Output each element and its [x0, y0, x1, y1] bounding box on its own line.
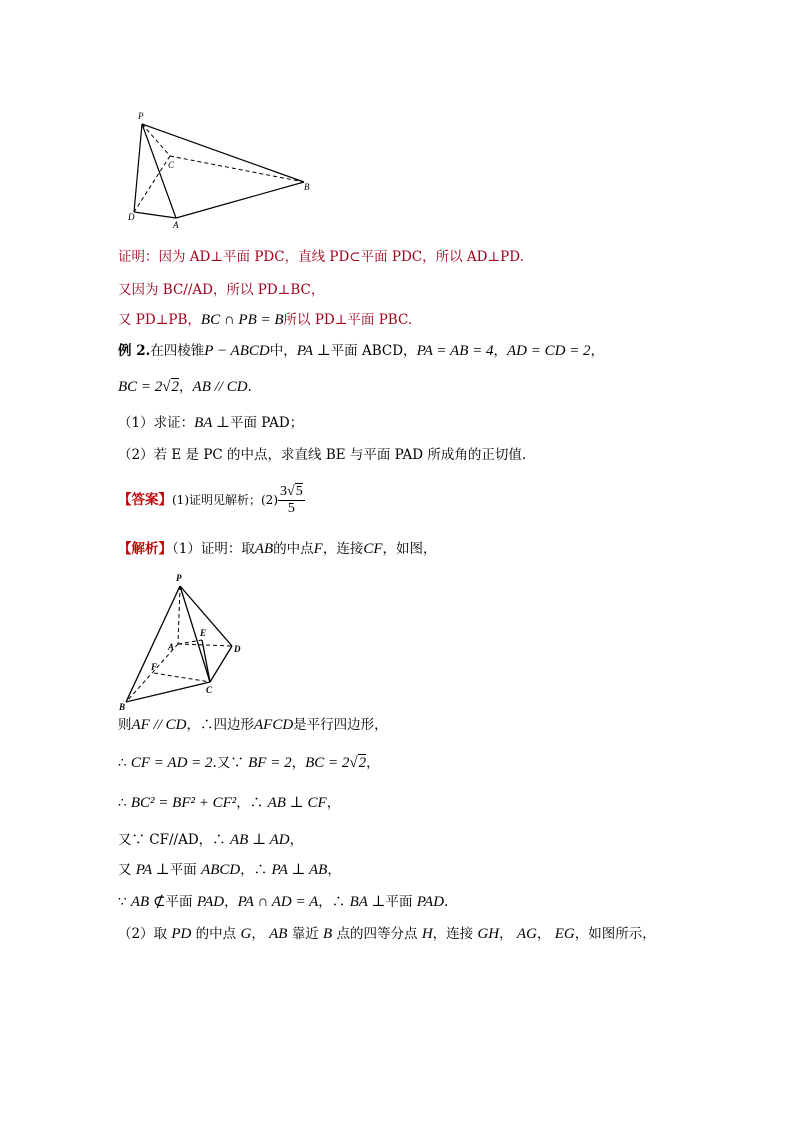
- example2-line-1: [118, 342, 604, 360]
- a2afcd: AFCD: [254, 717, 294, 733]
- example-ad-cd: AD = CD = 2: [506, 343, 591, 359]
- label2-b: B: [119, 702, 126, 712]
- proof-line-2: 又因为 BC//AD，所以 PD⊥BC，: [118, 282, 325, 298]
- a2a: 则: [118, 717, 132, 733]
- label2-e: E: [200, 628, 207, 638]
- a2m: AF // CD: [131, 717, 187, 733]
- example-bc-rad: 2: [171, 379, 180, 395]
- example-mid: 中，: [269, 343, 297, 359]
- a4m: BC² = BF² + CF²: [130, 795, 237, 811]
- a1a: （1）证明：取: [172, 541, 255, 557]
- a7b: 平面: [165, 894, 197, 910]
- a1f: F: [313, 541, 323, 557]
- analysis-line-2: [118, 716, 388, 734]
- a4a: ∴: [118, 795, 131, 811]
- example-intro: 在四棱锥: [150, 343, 205, 359]
- a8eg: EG: [554, 926, 575, 942]
- a3rad: 2: [358, 755, 367, 771]
- a6d: ，: [327, 862, 341, 878]
- a8pd: PD: [171, 926, 192, 942]
- a3c: ，: [291, 755, 306, 771]
- label2-f: F: [151, 662, 158, 672]
- answer-text: (1)证明见解析；(2): [172, 493, 278, 507]
- example-bc: BC = 2: [118, 379, 163, 395]
- frac-rad: 5: [295, 484, 303, 499]
- example-pa-ab: PA = AB = 4: [416, 343, 494, 359]
- a3m2: BF = 2: [248, 755, 292, 771]
- a3a: ∴: [118, 755, 131, 771]
- answer-line: [118, 482, 305, 518]
- a7c: ，: [224, 894, 238, 910]
- a7m2: PA ∩ AD = A: [237, 894, 319, 910]
- a2c: 是平行四边形，: [293, 717, 388, 733]
- proof-line-3-a: 又 PD⊥PB，: [118, 312, 201, 328]
- q1-math: BA ⊥: [194, 415, 231, 431]
- a4c: ，: [326, 795, 341, 811]
- sep1: ，: [493, 343, 507, 359]
- analysis-line-1: [118, 540, 437, 558]
- example-pa-perp: PA ⊥: [296, 343, 331, 359]
- a8h: H: [421, 926, 433, 942]
- q1-text: 平面 PAD；: [230, 415, 304, 431]
- example-plane: 平面 ABCD，: [330, 343, 417, 359]
- a3m1: CF = AD = 2: [130, 755, 213, 771]
- a6abcd: ABCD: [201, 862, 241, 878]
- label-d: D: [128, 212, 135, 222]
- a8c: ，: [251, 926, 270, 942]
- a7d: ，∴: [318, 894, 350, 910]
- a1b: 的中点: [273, 541, 314, 557]
- a3bc: BC = 2: [305, 755, 350, 771]
- example-end: .: [247, 379, 252, 395]
- proof-line-3-math: BC ∩ PB = B: [200, 312, 284, 328]
- a8d: 靠近: [287, 926, 324, 942]
- analysis-line-3: ∴ CF = AD = 2.又∵ BF = 2，BC = 2√2，: [118, 755, 380, 771]
- a7pad: PAD: [196, 894, 225, 910]
- a5b: ，: [289, 832, 304, 848]
- a8bpt: B: [323, 926, 333, 942]
- label2-d: D: [234, 644, 241, 654]
- analysis-line-8: [118, 925, 656, 943]
- analysis-line-4: [118, 794, 340, 812]
- label2-a: A: [168, 642, 175, 652]
- a1ab: AB: [254, 541, 274, 557]
- a4b: ，∴: [236, 795, 268, 811]
- a8g: G: [240, 926, 252, 942]
- a7pad2: PAD: [416, 894, 445, 910]
- sep2: ，: [590, 343, 605, 359]
- a8ab: AB: [269, 926, 288, 942]
- question-2: （2）若 E 是 PC 的中点，求直线 BE 与平面 PAD 所成角的正切值.: [118, 447, 527, 463]
- a1c: ，连接: [322, 541, 364, 557]
- a8gh: GH: [477, 926, 500, 942]
- label-p: P: [138, 111, 144, 121]
- q1-num: （1）求证：: [118, 415, 195, 431]
- a3d: ，: [366, 755, 380, 771]
- a6b: 平面: [169, 862, 202, 878]
- proof-line-3-b: 所以 PD⊥平面 PBC.: [283, 312, 413, 328]
- label-a: A: [173, 220, 179, 228]
- a8ag: AG: [516, 926, 537, 942]
- example-ab-cd: AB // CD: [192, 379, 248, 395]
- pyramid-figure-1: [118, 108, 318, 228]
- a8a: （2）取: [118, 926, 172, 942]
- label-b: B: [304, 182, 310, 192]
- analysis-line-6: [118, 861, 341, 879]
- example-label: 例 2.: [118, 343, 151, 359]
- analysis-line-7: [118, 893, 448, 911]
- example-pyramid: P − ABCD: [204, 343, 270, 359]
- frac-den: 5: [287, 501, 295, 516]
- a6m1: PA ⊥: [135, 862, 170, 878]
- a7f: .: [444, 894, 449, 910]
- a5m: AB ⊥ AD: [229, 832, 290, 848]
- example2-line-2: BC = 2√2，AB // CD.: [118, 379, 252, 395]
- a1d: ，如图，: [382, 541, 437, 557]
- a7a: ∵: [118, 894, 131, 910]
- a8g3: ，如图所示，: [574, 926, 656, 942]
- proof-line-3: [118, 311, 412, 329]
- label2-c: C: [206, 685, 213, 695]
- a8e: 点的四等分点: [332, 926, 422, 942]
- pyramid-figure-2: [118, 570, 258, 714]
- analysis-line-5: [118, 831, 303, 849]
- a7m3: BA ⊥: [349, 894, 386, 910]
- a6a: 又: [118, 862, 136, 878]
- question-1: [118, 414, 303, 432]
- answer-tag: 【答案】: [118, 492, 172, 508]
- a7m1: AB ⊄: [130, 894, 166, 910]
- a8f: ，连接: [432, 926, 478, 942]
- a6c: ，∴: [240, 862, 272, 878]
- a5a: 又∵ CF//AD，∴: [118, 832, 230, 848]
- analysis-tag: 【解析】: [118, 541, 172, 557]
- label2-p: P: [176, 573, 182, 583]
- a4m2: AB ⊥ CF: [267, 795, 327, 811]
- a8g1: ，: [499, 926, 517, 942]
- sep3: ，: [179, 379, 193, 395]
- a7e: 平面: [385, 894, 417, 910]
- a3b: .又∵: [212, 755, 249, 771]
- a8b: 的中点: [191, 926, 241, 942]
- a8g2: ，: [536, 926, 555, 942]
- a1cf: CF: [363, 541, 383, 557]
- label-c: C: [168, 160, 175, 170]
- answer-fraction: $\frac{3√5}{5}$: [280, 484, 303, 516]
- frac-coef: 3: [280, 484, 287, 499]
- a6m2: PA ⊥ AB: [271, 862, 328, 878]
- a2b: ，∴四边形: [186, 717, 254, 733]
- proof-line-1: 证明：因为 AD⊥平面 PDC，直线 PD⊂平面 PDC，所以 AD⊥PD.: [118, 249, 524, 265]
